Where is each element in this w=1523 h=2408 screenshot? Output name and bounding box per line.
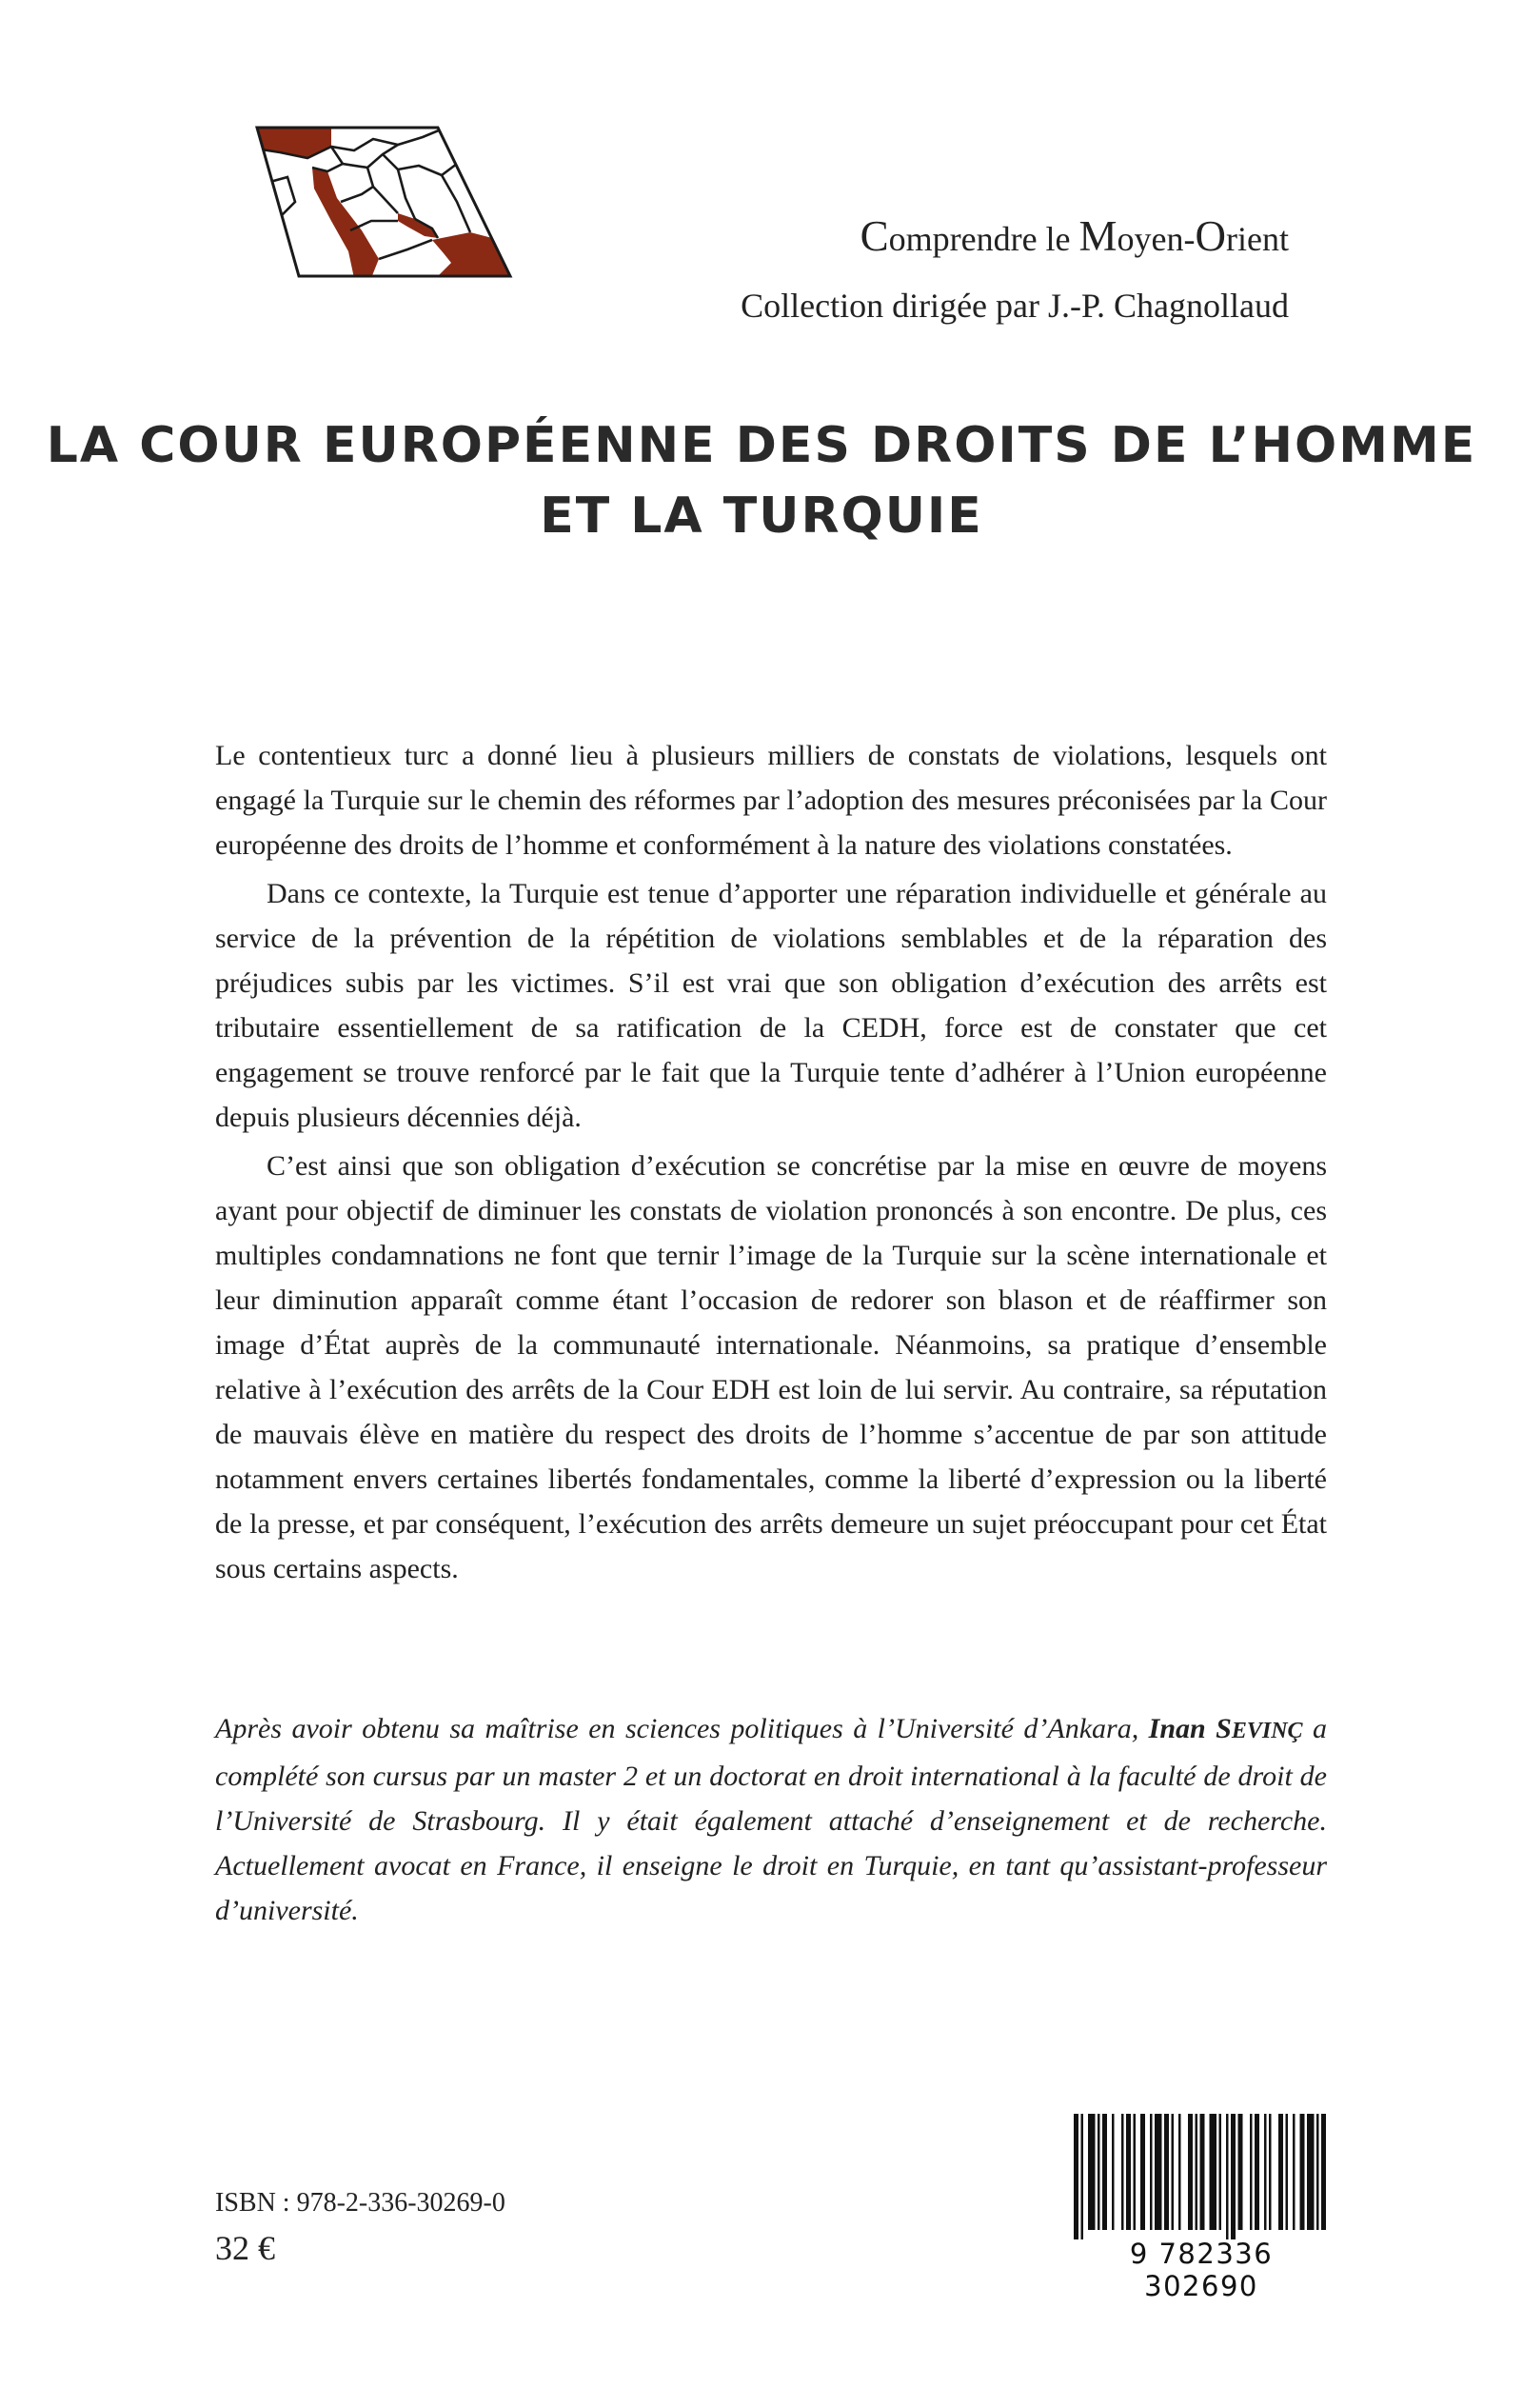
summary-text <box>215 733 1327 1595</box>
barcode-bar <box>1150 2114 1153 2230</box>
barcode-bar <box>1178 2114 1181 2230</box>
series-director: Collection dirigée par J.-P. Chagnollaud <box>741 287 1289 325</box>
barcode-bar <box>1293 2114 1296 2230</box>
barcode <box>1070 2114 1333 2302</box>
barcode-bar <box>1316 2114 1319 2230</box>
barcode-bar <box>1250 2114 1253 2230</box>
barcode-bar <box>1226 2114 1229 2239</box>
barcode-bar <box>1286 2114 1289 2230</box>
series-title: Comprendre le Moyen-Orient <box>860 212 1289 260</box>
barcode-bar <box>1155 2114 1162 2230</box>
author-bio: Après avoir obtenu sa maîtrise en sciences politiques à l’Université d’Ankara, Inan SEVINÇ a complété son cursus par un master 2 et un doctorat en droit international à la faculté de droit de l’Université de Strasbourg. Il y était également attaché d’enseignement et de recherche. Actuellement avocat en France, il enseigne le droit en Turquie, en tant qu’assistant-professeur d’université. <box>215 1713 1327 1926</box>
barcode-bar <box>1219 2114 1222 2230</box>
barcode-bars <box>1070 2114 1333 2239</box>
barcode-bar <box>1269 2114 1272 2230</box>
barcode-number: 9 782336 302690 <box>1129 2238 1274 2302</box>
summary-paragraph-1: Le contentieux turc a donné lieu à plusieurs milliers de constats de violations, lesquels ont engagé la Turquie sur le chemin des réformes par l’adoption des mesures préconisées par la Cour européenne des droits de l’homme et conformément à la nature des violations constatées. <box>215 740 1327 861</box>
price: 32 € <box>215 2229 275 2267</box>
barcode-bar <box>1255 2114 1259 2230</box>
barcode-bar <box>1231 2114 1236 2239</box>
summary-paragraph-2: Dans ce contexte, la Turquie est tenue d’apporter une réparation individuelle et générale au service de la prévention de la répétition de violations semblables et de la réparation des préjudices subis par les victimes. S’il est vrai que son obligation d’exécution des arrêts est tributaire essentiellement de sa ratification de la CEDH, force est de constater que cet engagement se trouve renforcé par le fait que la Turquie tente d’adhérer à l’Union européenne depuis plusieurs décennies déjà. <box>215 878 1327 1133</box>
barcode-bar <box>1126 2114 1131 2230</box>
barcode-bar <box>1088 2114 1096 2230</box>
isbn: ISBN : 978-2-336-30269-0 <box>215 2188 505 2218</box>
barcode-bar <box>1300 2114 1305 2230</box>
barcode-bar <box>1238 2114 1243 2230</box>
series-logo <box>255 126 514 278</box>
barcode-bar <box>1321 2114 1326 2230</box>
barcode-bar <box>1307 2114 1315 2230</box>
barcode-bar <box>1164 2114 1169 2230</box>
barcode-bar <box>1102 2114 1107 2230</box>
barcode-bar <box>1210 2114 1217 2230</box>
book-title-line2: ET LA TURQUIE <box>540 488 983 545</box>
author-name: Inan SEVINÇ <box>1148 1713 1303 1744</box>
barcode-bar <box>1098 2114 1100 2230</box>
barcode-bar <box>1200 2114 1205 2230</box>
barcode-bar <box>1112 2114 1115 2230</box>
book-title-line1: LA COUR EUROPÉENNE DES DROITS DE L’HOMME <box>46 417 1477 474</box>
barcode-bar <box>1196 2114 1198 2230</box>
barcode-bar <box>1264 2114 1267 2230</box>
summary-paragraph-3: C’est ainsi que son obligation d’exécution se concrétise par la mise en œuvre de moyens ayant pour objectif de diminuer les constats de violation prononcés à son encontre. De plus, ces multiples condamnations ne font que ternir l’image de la Turquie sur la scène internationale et leur diminution apparaît comme étant l’occasion de redorer son blason et de réaffirmer son image d’État auprès de la communauté internationale. Néanmoins, sa pratique d’ensemble relative à l’exécution des arrêts de la Cour EDH est loin de lui servir. Au contraire, sa réputation de mauvais élève en matière du respect des droits de l’homme s’accentue de par son attitude notamment envers certaines libertés fondamentales, comme la liberté d’expression ou la liberté de la presse, et par conséquent, l’exécution des arrêts demeure un sujet préoccupant pour cet État sous certains aspects. <box>215 1150 1327 1584</box>
barcode-bar <box>1134 2114 1137 2230</box>
barcode-bar <box>1278 2114 1283 2230</box>
barcode-bar <box>1172 2114 1175 2230</box>
barcode-bar <box>1074 2114 1078 2239</box>
middle-east-map-icon <box>255 126 514 278</box>
barcode-bar <box>1140 2114 1145 2230</box>
barcode-bar <box>1188 2114 1193 2230</box>
barcode-bar <box>1081 2114 1084 2239</box>
barcode-bar <box>1121 2114 1124 2230</box>
